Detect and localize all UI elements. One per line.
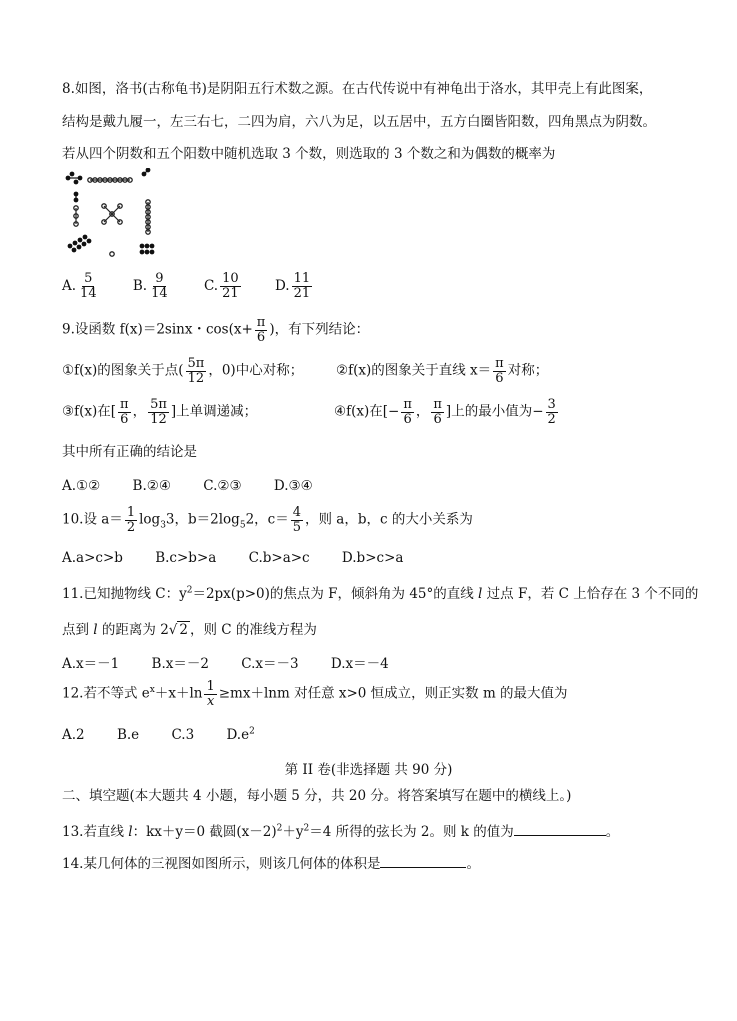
q9-options [62,478,341,494]
q12-stem: 12.若不等式 $e^x+x+\ln$ $\frac{1}{x}$ ≥mx＋lnm 对任意 x>0 恒成立，则正实数 m 的最大值为 [62,679,568,709]
q12-option-d[interactable]: $D.e^2$ [226,726,255,743]
section-title: 第 II 卷(非选择题 共 90 分) [284,762,453,778]
q11-options [62,652,417,672]
q12-options [62,726,283,743]
q9-option-b[interactable]: B.②④ [132,478,171,494]
q11-option-c[interactable]: C.x＝－3 [241,656,299,672]
q12-option-b[interactable]: B.e [116,726,140,743]
q10-option-c[interactable]: C.b>a>c [248,550,310,566]
q9-option-a[interactable]: A.①② [62,478,101,494]
q13-answer-blank[interactable] [514,823,606,836]
q12-option-c[interactable]: C.3 [171,726,195,743]
q9-conclusion-1: ①f(x)的图象关于点( $\frac{5\pi}{12}$ ，0)中心对称； [62,356,304,386]
luoshu-figure [62,168,162,260]
q8-line2: 结构是戴九履一，左三右七，二四为肩，六八为足，以五居中，五方白圈皆阳数，四角黑点为阴数。 [62,114,656,130]
q9-stem: 9.设函数 f(x)＝2sinx・cos(x+ $\frac{\pi}{6}$ )，有下列结论： [62,315,370,345]
q9-option-c[interactable]: C.②③ [203,478,242,494]
q13-stem: 13.若直线 l：kx＋y＝0 截圆$(x-2)^2+y^2=4$ 所得的弦长为 2。则 k 的值为 。 [62,823,620,840]
q10-option-d[interactable]: D.b>c>a [341,550,404,566]
q8-option-b[interactable]: B. $\frac{9}{14}$ [132,271,168,301]
q9-ask: 其中所有正确的结论是 [62,444,197,460]
q8-option-a[interactable]: A. $\frac{5}{14}$ [62,271,97,301]
q8-option-d[interactable]: D. $\frac{11}{21}$ [274,271,311,301]
q8-line3: 若从四个阴数和五个阳数中随机选取 3 个数，则选取的 3 个数之和为偶数的概率为 [62,146,556,162]
q9-conclusion-4: ④f(x)在[− $\frac{\pi}{6}$ ， $\frac{\pi}{6}$ ]上的最小值为− $\frac{3}{2}$ [334,397,556,427]
q14-answer-blank[interactable] [380,855,466,868]
q8-option-c[interactable]: C. $\frac{10}{21}$ [203,271,239,301]
q10-option-b[interactable]: B.c>b>a [155,550,217,566]
q12-option-a[interactable]: A.2 [62,726,85,743]
q11-option-d[interactable]: D.x＝－4 [330,656,389,672]
q11-line1: 11.已知抛物线 C：$y^2=2px(p>0)$的焦点为 F，倾斜角为 45°的直线 l 过点 F，若 C 上恰存在 3 个不同的 [62,585,699,602]
q11-line2: 点到 l 的距离为 2√ 2 ，则 C 的准线方程为 [62,622,317,638]
q9-option-d[interactable]: D.③④ [273,478,313,494]
q8-options [62,272,342,300]
q9-conclusion-2: ②f(x)的图象关于直线 x＝ $\frac{\pi}{6}$ 对称； [336,356,549,386]
q14-stem: 14.某几何体的三视图如图所示，则该几何体的体积是 。 [62,856,480,872]
q10-options [62,550,431,566]
part2-heading: 二、填空题(本大题共 4 小题，每小题 5 分，共 20 分。将答案填写在题中的横线上。) [62,788,572,804]
q9-conclusion-3: ③f(x)在[ $\frac{\pi}{6}$ ， $\frac{5\pi}{12}$ ]上单调递减； [62,397,258,427]
q11-option-b[interactable]: B.x＝－2 [151,656,209,672]
q8-line1: 8.如图，洛书(古称龟书)是阴阳五行术数之源。在古代传说中有神龟出于洛水，其甲壳上有此图案， [62,81,653,97]
q11-option-a[interactable]: A.x＝－1 [62,656,120,672]
q10-stem: 10.设 a＝ $\frac{1}{2}$ $\log_33$，$b=2\log_52$，c＝ $\frac{4}{5}$ ，则 a，b，c 的大小关系为 [62,505,473,535]
q10-option-a[interactable]: A.a>c>b [62,550,123,566]
